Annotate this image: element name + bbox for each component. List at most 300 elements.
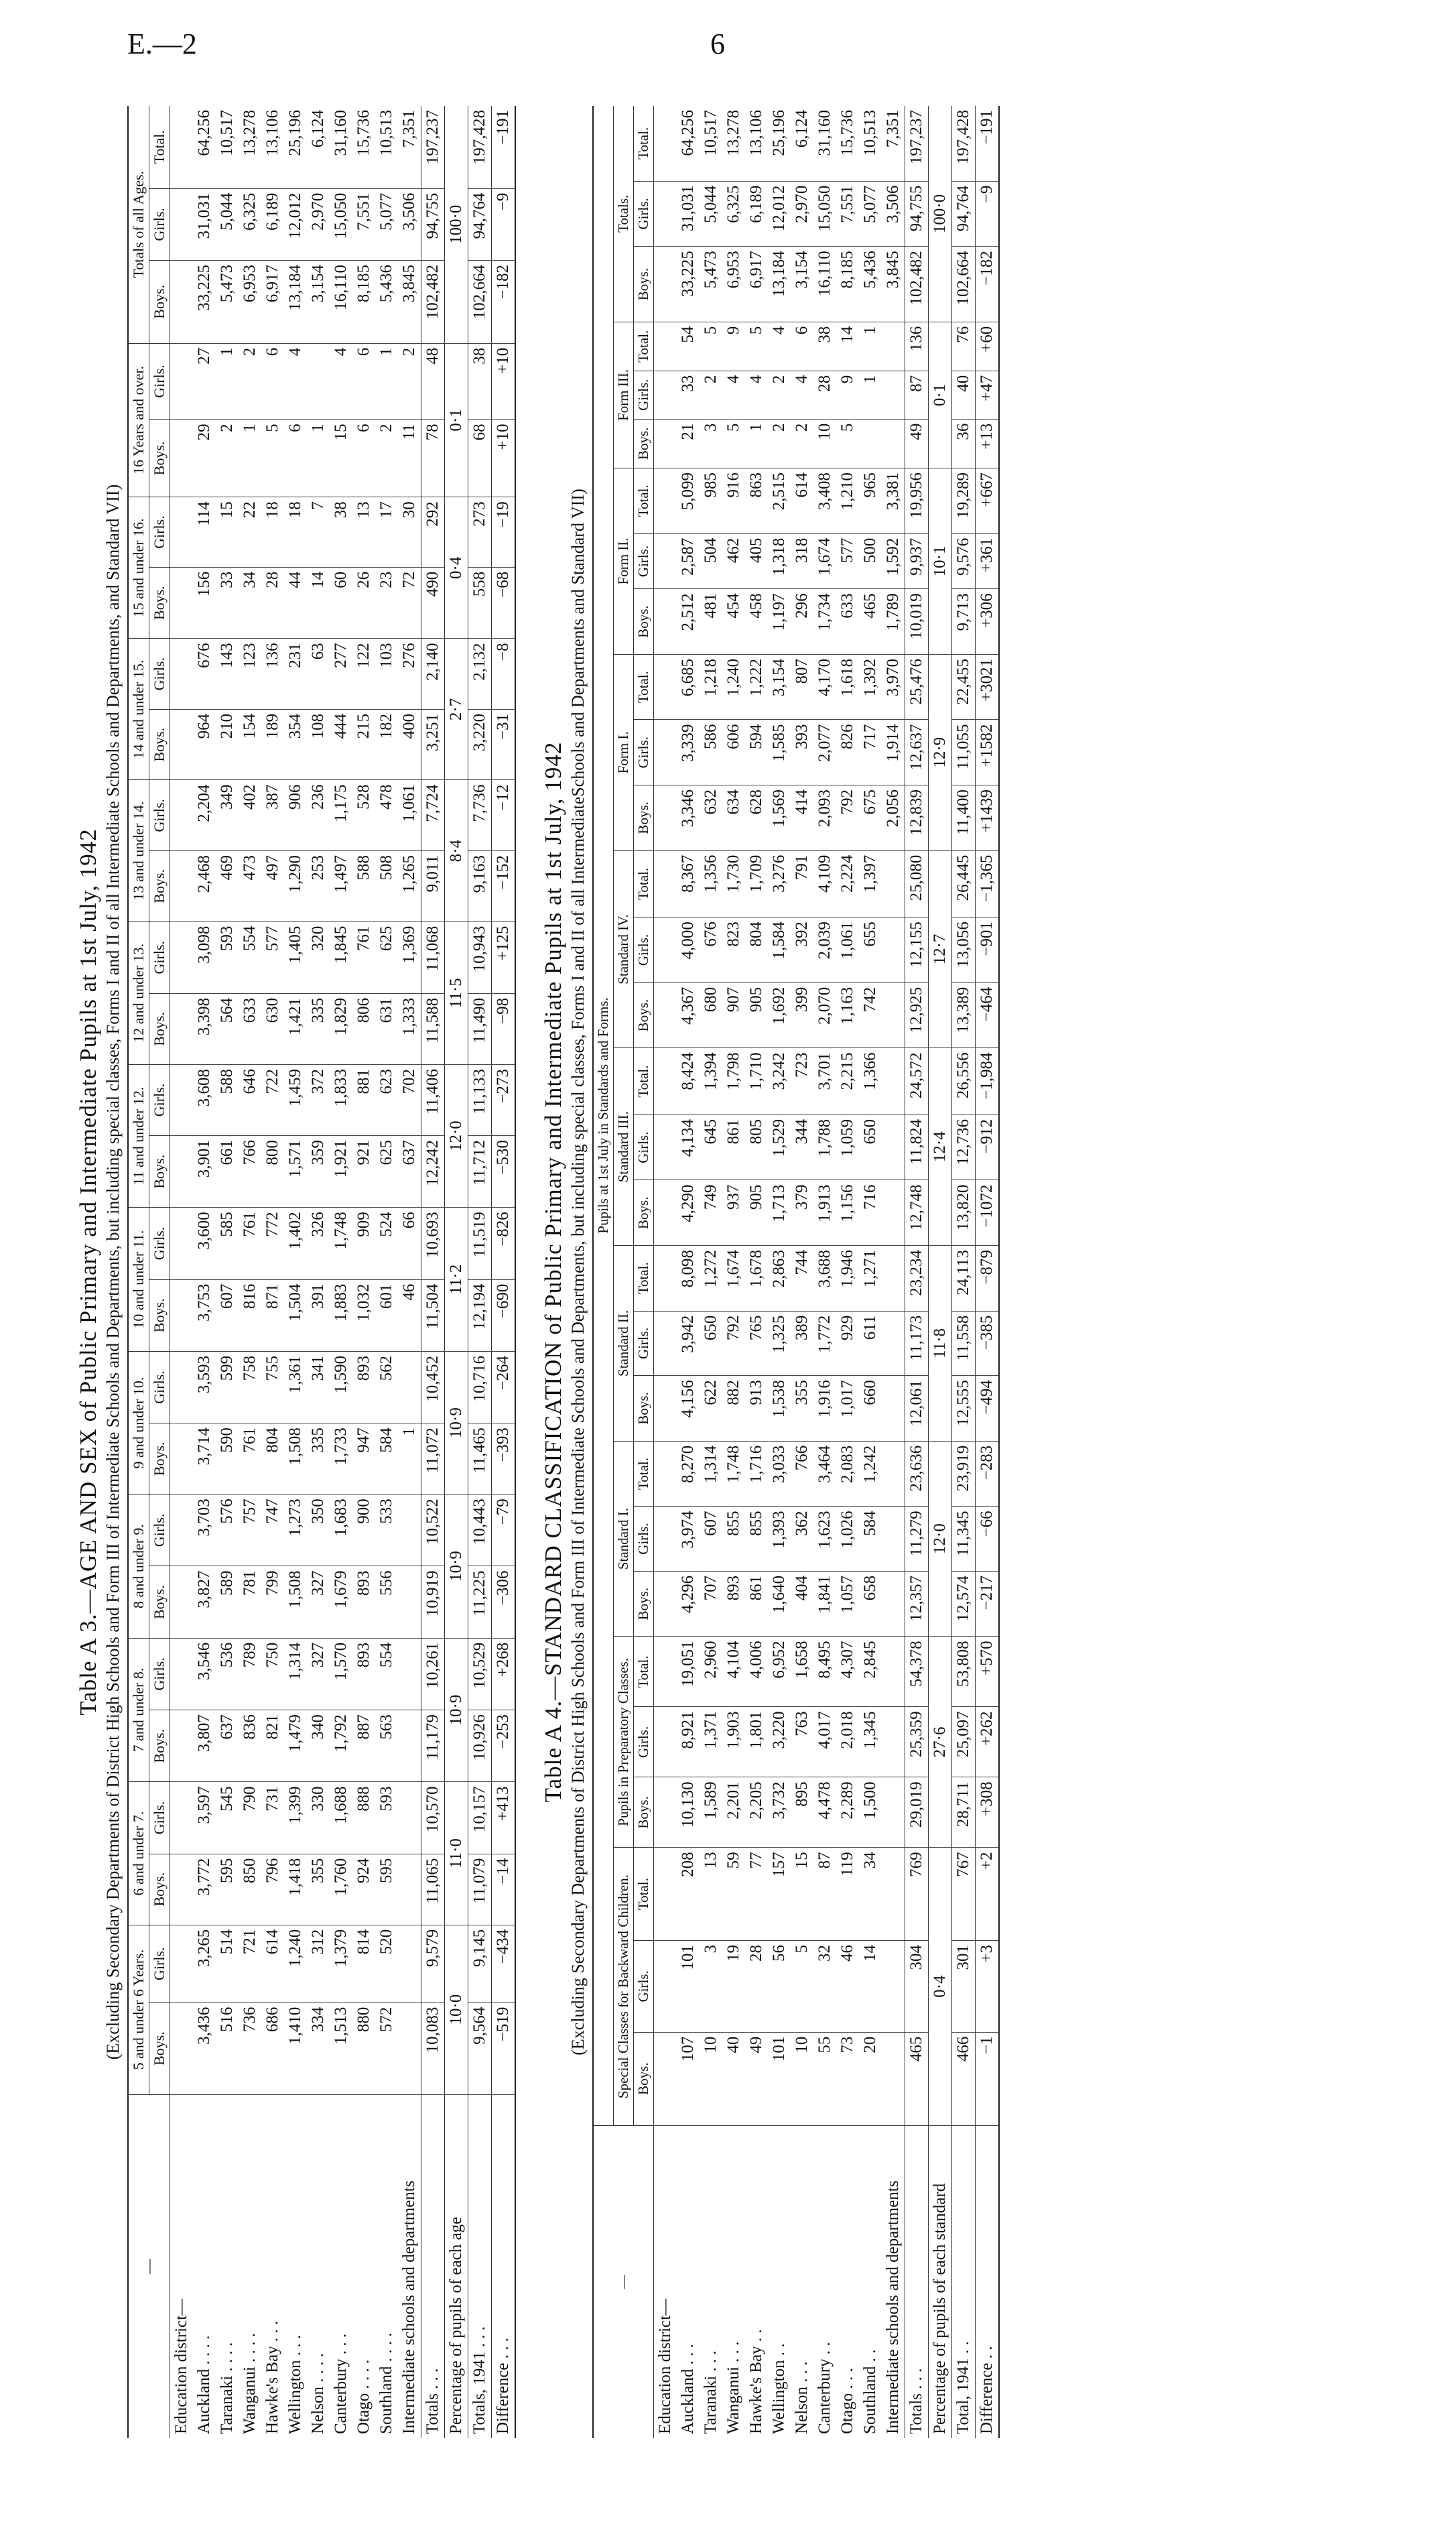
a3-percentage-row: [444, 106, 468, 2438]
a4-cell: 723: [791, 1048, 813, 1115]
a4-cell: 393: [791, 720, 813, 785]
a4-cell: 3,464: [813, 1441, 836, 1507]
a3-cell: 722: [261, 1064, 284, 1135]
a4-cell: 3,506: [882, 181, 905, 247]
a3-cell: 16,110: [330, 261, 352, 344]
a4-cell: 913: [745, 1376, 768, 1442]
a3-cell: 661: [216, 1136, 239, 1208]
a3-sub-header-boys: Boys.: [149, 1423, 170, 1494]
a4-cell: 5: [791, 1940, 813, 2032]
a4-cell: [882, 371, 905, 419]
a3-cell: 588: [352, 851, 375, 922]
table-a4-subtitle: (Excluding Secondary Departments of District High Schools and Form III of Intermediate Schools and Departments, but including special classes, Forms I and II of all IntermediateSchools and Departments and Standard VII): [568, 489, 588, 2055]
a4-cell: 1,271: [859, 1246, 882, 1312]
a3-table-row: [398, 106, 421, 2438]
a4-cell: 379: [791, 1180, 813, 1246]
a4-cell: 1,801: [745, 1707, 768, 1777]
a3-cell: 11,133: [468, 1064, 491, 1135]
a4-cell: [882, 1048, 905, 1115]
a4-table-row: [859, 106, 882, 2438]
a3-cell: 15,050: [330, 188, 352, 260]
a4-cell: 2: [768, 419, 791, 468]
a4-cell: 805: [745, 1115, 768, 1180]
a3-cell: 1,265: [398, 851, 421, 922]
a3-empty-cell: [170, 420, 193, 497]
a3-table-row: [216, 106, 239, 2438]
a3-cell: 1,459: [284, 1064, 307, 1135]
a3-cell: 3,714: [193, 1423, 216, 1494]
a4-cell: 2,845: [859, 1637, 882, 1707]
a3-cell: 964: [193, 709, 216, 780]
a4-cell: [882, 419, 905, 468]
a3-cell: 790: [239, 1782, 261, 1854]
a3-cell: 10,570: [421, 1782, 444, 1854]
a4-cell: −1072: [975, 1180, 999, 1246]
a3-row-label: Nelson . . . .: [308, 2353, 327, 2434]
a4-cell: 12,574: [951, 1571, 975, 1637]
a4-empty-cell: [653, 1507, 677, 1572]
a4-cell: 905: [745, 982, 768, 1048]
a3-cell: 676: [193, 639, 216, 710]
a4-table-row: [791, 106, 813, 2438]
a4-row-label: Wellington . .: [769, 2343, 788, 2434]
a3-table-row: [239, 106, 261, 2438]
a3-cell: −264: [491, 1351, 515, 1423]
a4-cell: −66: [975, 1507, 999, 1572]
a3-empty-cell: [170, 1782, 193, 1854]
a4-cell: 1,674: [813, 533, 836, 589]
a4-cell: 607: [700, 1507, 722, 1572]
a4-cell: 2,960: [700, 1637, 722, 1707]
a3-cell: 1,508: [284, 1566, 307, 1638]
a4-sub-header-boys: Boys.: [633, 247, 653, 322]
a3-cell: 2,468: [193, 851, 216, 922]
a3-cell: 10,943: [468, 921, 491, 993]
a3-cell: −253: [491, 1710, 515, 1782]
a3-empty-cell: [170, 993, 193, 1064]
a4-cell: 25,080: [905, 850, 928, 917]
a4-empty-cell: [653, 1707, 677, 1777]
a3-empty-cell: [170, 1351, 193, 1423]
a3-table-row: [468, 106, 491, 2438]
a3-cell: 799: [261, 1566, 284, 1638]
a4-table-row: [882, 106, 905, 2438]
a4-row-label: Difference . .: [975, 2125, 999, 2438]
a3-empty-cell: [170, 1925, 193, 2002]
a3-cell: 6,189: [261, 188, 284, 260]
a3-cell: 888: [352, 1782, 375, 1854]
a3-cell: 350: [307, 1494, 330, 1566]
a4-cell: 2: [791, 419, 813, 468]
a3-age-group-header: Totals of all Ages.: [127, 106, 149, 343]
a3-cell: 4: [330, 343, 352, 420]
a3-cell: 68: [468, 420, 491, 497]
a4-cell: +306: [975, 589, 999, 655]
a3-cell: 593: [375, 1782, 398, 1854]
a4-cell: 94,764: [951, 181, 975, 247]
a4-cell: 25,476: [905, 654, 928, 720]
a4-cell: 1,059: [836, 1115, 859, 1180]
a4-cell: 12,061: [905, 1376, 928, 1442]
a3-sub-header-boys: Boys.: [149, 261, 170, 344]
a4-cell: 6,325: [722, 181, 745, 247]
a3-cell: 599: [216, 1351, 239, 1423]
a4-group-header: Special Classes for Backward Children.: [613, 1848, 633, 2125]
a4-cell: 1,210: [836, 468, 859, 534]
a4-cell: 1,914: [882, 720, 905, 785]
a3-cell: 871: [261, 1279, 284, 1351]
a3-cell: 33,225: [193, 261, 216, 344]
a3-cell: 78: [421, 420, 444, 497]
a4-cell: 6,952: [768, 1637, 791, 1707]
a3-empty-cell: [170, 1566, 193, 1638]
a3-sub-header-boys: Boys.: [149, 993, 170, 1064]
a4-cell: 504: [700, 533, 722, 589]
a4-cell: 1,589: [700, 1777, 722, 1848]
a4-cell: 1,772: [813, 1311, 836, 1376]
a4-cell: 16,110: [813, 247, 836, 322]
a3-cell: 48: [421, 343, 444, 420]
a3-percentage-cell: 100·0: [444, 106, 468, 343]
a4-cell: 807: [791, 654, 813, 720]
a4-cell: 13,106: [745, 106, 768, 181]
a4-cell: 5,436: [859, 247, 882, 322]
a4-cell: 1,218: [700, 654, 722, 720]
a4-cell: 1,314: [700, 1441, 722, 1507]
a3-sub-header-boys: Boys.: [149, 567, 170, 639]
a3-percentage-cell: 10·9: [444, 1351, 468, 1494]
a3-cell: 7,736: [468, 780, 491, 851]
a3-cell: 6,953: [239, 261, 261, 344]
a4-cell: 34: [859, 1848, 882, 1941]
a3-sub-header-girls: Girls.: [149, 1782, 170, 1854]
a3-cell: 5,436: [375, 261, 398, 344]
a4-cell: 2,083: [836, 1441, 859, 1507]
a4-empty-cell: [653, 1637, 677, 1707]
a4-cell: 7,551: [836, 181, 859, 247]
a3-cell: 103: [375, 639, 398, 710]
a4-cell: 12,555: [951, 1376, 975, 1442]
a4-cell: 1,163: [836, 982, 859, 1048]
a4-cell: [882, 1507, 905, 1572]
a4-cell: 6,189: [745, 181, 768, 247]
a4-cell: 614: [791, 468, 813, 534]
a3-table-row: [421, 106, 444, 2438]
a3-corner: —: [127, 2094, 170, 2438]
a3-cell: 497: [261, 851, 284, 922]
a4-cell: 13,056: [951, 917, 975, 983]
a3-cell: 1,679: [330, 1566, 352, 1638]
a3-sub-header-boys: Boys.: [149, 1854, 170, 1925]
a4-cell: 791: [791, 850, 813, 917]
a3-row-label: Wanganui . . . .: [240, 2333, 259, 2434]
a4-cell: 3,688: [813, 1246, 836, 1312]
a3-cell: 10,157: [468, 1782, 491, 1854]
a4-empty-cell: [653, 181, 677, 247]
a4-cell: 3,033: [768, 1441, 791, 1507]
a3-cell: 577: [261, 921, 284, 993]
a4-cell: [882, 322, 905, 371]
a4-cell: 4: [722, 371, 745, 419]
a3-cell: 750: [261, 1638, 284, 1710]
a4-cell: 10: [791, 2032, 813, 2125]
a3-sub-header-girls: Girls.: [149, 1638, 170, 1710]
a4-cell: 1,529: [768, 1115, 791, 1180]
a3-cell: 508: [375, 851, 398, 922]
a3-cell: 646: [239, 1064, 261, 1135]
a3-cell: 921: [352, 1136, 375, 1208]
a4-cell: 1,730: [722, 850, 745, 917]
a3-cell: 806: [352, 993, 375, 1064]
a4-cell: −283: [975, 1441, 999, 1507]
a3-cell: 9,579: [421, 1925, 444, 2002]
a4-cell: 4,156: [677, 1376, 700, 1442]
a3-cell: [398, 2002, 421, 2094]
a4-group-header: Pupils in Preparatory Classes.: [613, 1637, 633, 1848]
a3-cell: 197,428: [468, 106, 491, 188]
a3-table-row: [307, 106, 330, 2438]
a4-cell: 33: [677, 371, 700, 419]
a4-cell: 29,019: [905, 1777, 928, 1848]
a4-cell: 3,276: [768, 850, 791, 917]
a4-cell: [882, 1311, 905, 1376]
a3-cell: 3,772: [193, 1854, 216, 1925]
a4-cell: 1,366: [859, 1048, 882, 1115]
a4-cell: 632: [700, 785, 722, 851]
a4-sub-header-boys: Boys.: [633, 1180, 653, 1246]
a3-cell: 1,418: [284, 1854, 307, 1925]
a3-cell: 1,273: [284, 1494, 307, 1566]
a4-cell: 660: [859, 1376, 882, 1442]
a3-cell: 595: [216, 1854, 239, 1925]
a3-cell: 816: [239, 1279, 261, 1351]
a3-cell: 736: [239, 2002, 261, 2094]
rotated-content: [75, 79, 1382, 2465]
a3-cell: 1,504: [284, 1279, 307, 1351]
a3-cell: 11,504: [421, 1279, 444, 1351]
a3-sub-header-boys: Boys.: [149, 1136, 170, 1208]
a4-cell: 2,077: [813, 720, 836, 785]
a3-cell: 27: [193, 343, 216, 420]
a4-cell: [882, 1848, 905, 1941]
a4-cell: 11,400: [951, 785, 975, 851]
a3-empty-cell: [170, 1494, 193, 1566]
a3-age-group-header: 5 and under 6 Years.: [127, 1925, 149, 2094]
a3-cell: 33: [216, 567, 239, 639]
a3-cell: 490: [421, 567, 444, 639]
a4-cell: 2,056: [882, 785, 905, 851]
a3-cell: 520: [375, 1925, 398, 2002]
a3-cell: 34: [239, 567, 261, 639]
a3-cell: 789: [239, 1638, 261, 1710]
a4-cell: 4,307: [836, 1637, 859, 1707]
a3-cell: 11,588: [421, 993, 444, 1064]
a4-cell: 645: [700, 1115, 722, 1180]
a4-cell: 40: [722, 2032, 745, 2125]
a4-group-header: Standard II.: [613, 1246, 633, 1442]
a4-sub-header-girls: Girls.: [633, 1507, 653, 1572]
a3-cell: 1,748: [330, 1208, 352, 1279]
a4-cell: 792: [722, 1311, 745, 1376]
a4-cell: 634: [722, 785, 745, 851]
a4-empty-cell: [653, 589, 677, 655]
a4-sub-header-boys: Boys.: [633, 1777, 653, 1848]
a3-row-label: Auckland . . . .: [194, 2335, 213, 2434]
a3-cell: 1,792: [330, 1710, 352, 1782]
a3-cell: 10,452: [421, 1351, 444, 1423]
a4-cell: +3021: [975, 654, 999, 720]
a4-cell: 38: [813, 322, 836, 371]
a3-cell: 3,593: [193, 1351, 216, 1423]
a4-cell: 1,734: [813, 589, 836, 655]
a4-cell: 5: [700, 322, 722, 371]
a3-cell: 3,220: [468, 709, 491, 780]
a3-age-group-header: 13 and under 14.: [127, 780, 149, 921]
a3-table-row: [284, 106, 307, 2438]
a4-cell: 2: [700, 371, 722, 419]
a3-cell: 880: [352, 2002, 375, 2094]
a3-row-label: Totals, 1941 . . .: [468, 2094, 491, 2438]
a4-cell: 1,197: [768, 589, 791, 655]
a3-cell: 1,590: [330, 1351, 352, 1423]
a3-cell: 1,683: [330, 1494, 352, 1566]
a4-cell: 54,378: [905, 1637, 928, 1707]
a3-cell: 5,044: [216, 188, 239, 260]
a4-cell: 577: [836, 533, 859, 589]
a3-cell: 114: [193, 497, 216, 568]
a4-cell: 2,018: [836, 1707, 859, 1777]
a3-cell: 6,917: [261, 261, 284, 344]
a3-cell: 702: [398, 1064, 421, 1135]
a3-cell: −530: [491, 1136, 515, 1208]
a3-cell: 893: [352, 1351, 375, 1423]
a3-cell: 156: [193, 567, 216, 639]
a4-cell: −9: [975, 181, 999, 247]
a4-cell: 650: [700, 1311, 722, 1376]
a3-cell: 3,436: [193, 2002, 216, 2094]
a3-row-label: Otago . . . .: [354, 2359, 373, 2434]
a3-cell: 341: [307, 1351, 330, 1423]
a3-cell: 1,361: [284, 1351, 307, 1423]
a4-cell: 769: [905, 1848, 928, 1941]
a4-cell: 742: [859, 982, 882, 1048]
a3-cell: [398, 1351, 421, 1423]
a3-cell: 189: [261, 709, 284, 780]
a3-cell: 2: [398, 343, 421, 420]
a4-cell: 1,569: [768, 785, 791, 851]
a4-cell: 1,713: [768, 1180, 791, 1246]
a4-cell: 208: [677, 1848, 700, 1941]
a3-empty-cell: [170, 1710, 193, 1782]
a4-row-label: Taranaki . . .: [701, 2350, 720, 2434]
a3-row-label: Totals . . .: [421, 2094, 444, 2438]
a3-empty-cell: [170, 261, 193, 344]
a4-cell: 73: [836, 2032, 859, 2125]
a4-cell: 1,709: [745, 850, 768, 917]
a3-cell: 3,251: [421, 709, 444, 780]
a3-empty-cell: [170, 1854, 193, 1925]
a3-cell: 10,083: [421, 2002, 444, 2094]
a4-cell: 1,585: [768, 720, 791, 785]
a3-cell: 1,175: [330, 780, 352, 851]
a4-cell: 3: [700, 419, 722, 468]
a4-cell: 197,237: [905, 106, 928, 181]
a4-empty-cell: [653, 1115, 677, 1180]
a3-sub-header-girls: Girls.: [149, 343, 170, 420]
a3-cell: +10: [491, 420, 515, 497]
a4-cell: 28: [745, 1940, 768, 2032]
a4-sub-header-girls: Girls.: [633, 1707, 653, 1777]
a3-cell: 590: [216, 1423, 239, 1494]
a4-cell: 25,097: [951, 1707, 975, 1777]
a4-cell: 12,012: [768, 181, 791, 247]
a3-cell: 893: [352, 1638, 375, 1710]
a3-cell: 772: [261, 1208, 284, 1279]
a3-cell: 1,333: [398, 993, 421, 1064]
a4-cell: [882, 1940, 905, 2032]
a3-cell: 1,829: [330, 993, 352, 1064]
a4-cell: 765: [745, 1311, 768, 1376]
a3-cell: 1,399: [284, 1782, 307, 1854]
a3-cell: 15: [216, 497, 239, 568]
a4-cell: [882, 1571, 905, 1637]
a3-cell: 372: [307, 1064, 330, 1135]
a4-table-row: [813, 106, 836, 2438]
a4-cell: 676: [700, 917, 722, 983]
a4-cell: 606: [722, 720, 745, 785]
a3-cell: 391: [307, 1279, 330, 1351]
a3-cell: 11,072: [421, 1423, 444, 1494]
a3-cell: 10,513: [375, 106, 398, 188]
a4-sub-header-total: Total.: [633, 1637, 653, 1707]
a4-sub-header-girls: Girls.: [633, 1311, 653, 1376]
a4-cell: 749: [700, 1180, 722, 1246]
a4-cell: 655: [859, 917, 882, 983]
a4-cell: 405: [745, 533, 768, 589]
a4-cell: 362: [791, 1507, 813, 1572]
a4-row-label: Percentage of pupils of each standard: [928, 2125, 951, 2438]
a3-sub-header-boys: Boys.: [149, 851, 170, 922]
a3-cell: 5,077: [375, 188, 398, 260]
a3-cell: 633: [239, 993, 261, 1064]
a4-empty-cell: [653, 982, 677, 1048]
a4-cell: 716: [859, 1180, 882, 1246]
a4-cell: −217: [975, 1571, 999, 1637]
a4-cell: 1,623: [813, 1507, 836, 1572]
a3-percentage-cell: 11·2: [444, 1208, 468, 1352]
a3-cell: −306: [491, 1566, 515, 1638]
a3-cell: 277: [330, 639, 352, 710]
a3-cell: 1,314: [284, 1638, 307, 1710]
a4-cell: 611: [859, 1311, 882, 1376]
a4-empty-cell: [653, 1376, 677, 1442]
a4-cell: 25,196: [768, 106, 791, 181]
a4-cell: 11,055: [951, 720, 975, 785]
a4-cell: 11,345: [951, 1507, 975, 1572]
a4-cell: 882: [722, 1376, 745, 1442]
a3-cell: 8,185: [352, 261, 375, 344]
a4-cell: 1,692: [768, 982, 791, 1048]
a4-cell: 500: [859, 533, 882, 589]
a3-cell: −8: [491, 639, 515, 710]
a4-cell: 26,445: [951, 850, 975, 917]
a4-cell: 4,104: [722, 1637, 745, 1707]
a3-cell: 15: [330, 420, 352, 497]
a3-sub-header-girls: Girls.: [149, 1064, 170, 1135]
a4-cell: 1,026: [836, 1507, 859, 1572]
a4-row-label: Auckland . . .: [678, 2344, 697, 2434]
a3-cell: 10,919: [421, 1566, 444, 1638]
